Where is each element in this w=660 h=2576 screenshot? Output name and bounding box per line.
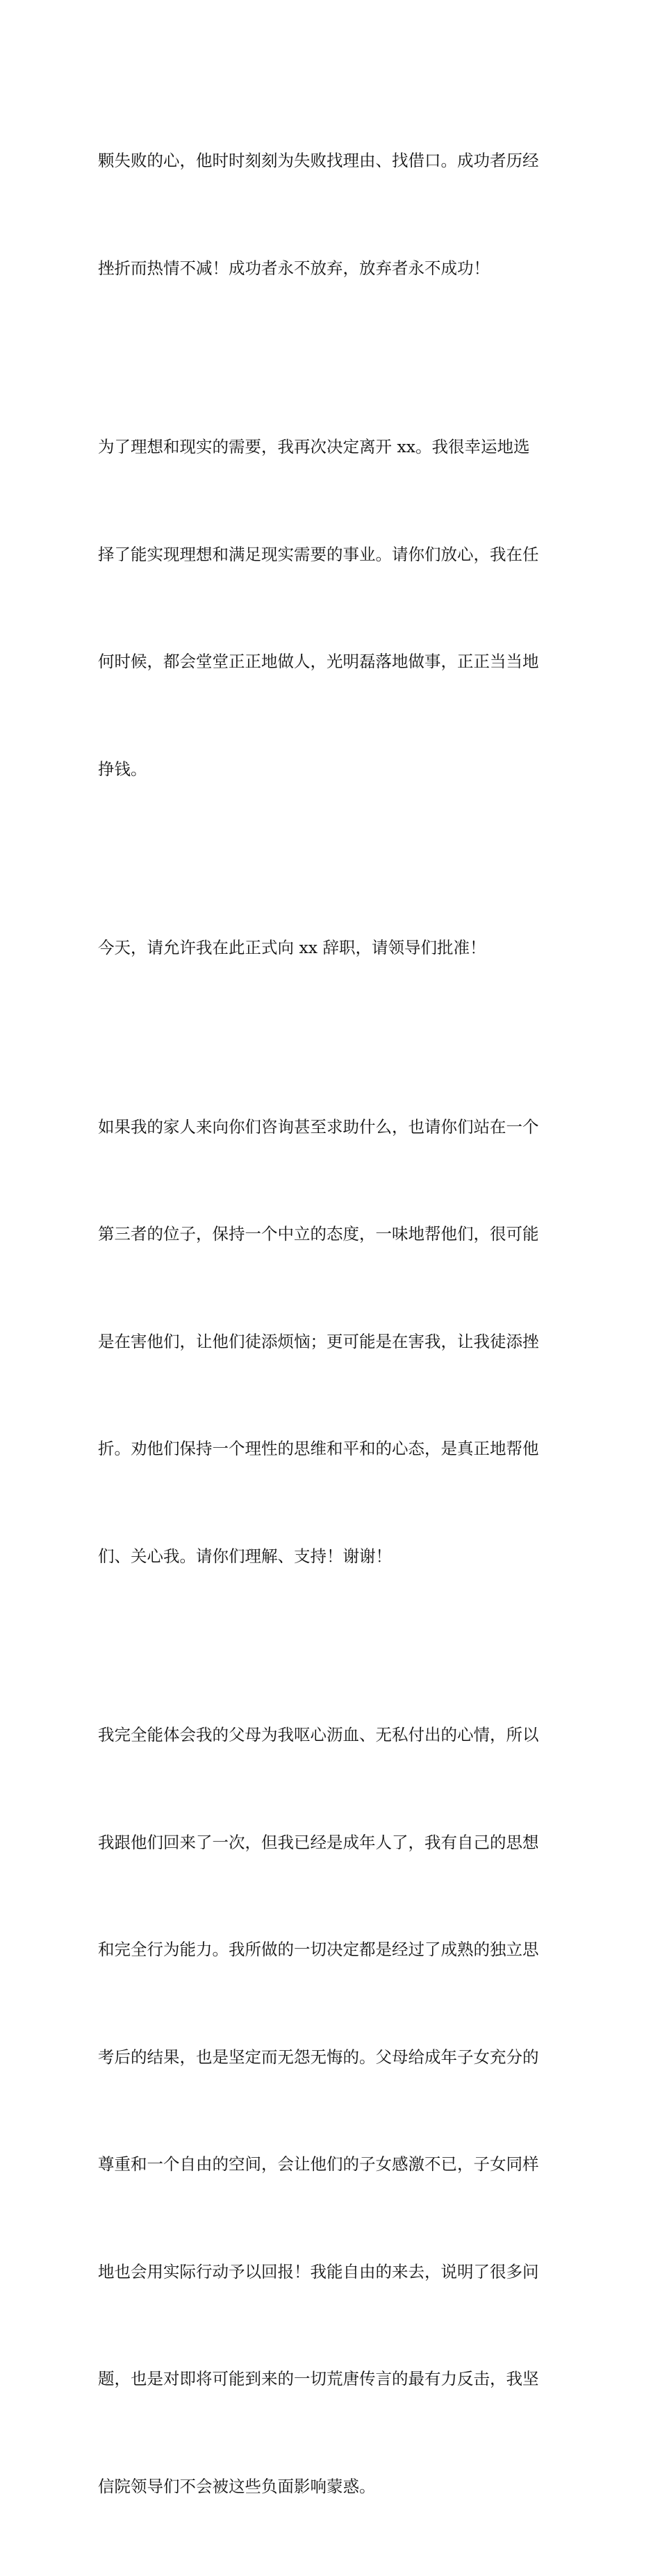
text-line: 考后的结果，也是坚定而无怨无悔的。父母给成年子女充分的 (98, 2047, 539, 2067)
text-line: 地也会用实际行动予以回报！我能自由的来去，说明了很多问 (98, 2261, 539, 2281)
text-line: 信院领导们不会被这些负面影响蒙惑。 (98, 2476, 376, 2496)
text-line: 颗失败的心，他时时刻刻为失败找理由、找借口。成功者历经 (98, 151, 539, 170)
paragraph-2 (98, 358, 577, 859)
text-line: 今天，请允许我在此正式向 xx 辞职，请领导们批准！ (98, 938, 486, 957)
paragraph-1 (98, 72, 577, 358)
text-line: 如果我的家人来向你们咨询甚至求助什么，也请你们站在一个 (98, 1116, 539, 1137)
text-line: 们、关心我。请你们理解、支持！谢谢！ (98, 1546, 392, 1566)
text-line: 我完全能体会我的父母为我呕心沥血、无私付出的心情，所以 (98, 1725, 539, 1744)
text-line: 和完全行为能力。我所做的一切决定都是经过了成熟的独立思 (98, 1940, 539, 1959)
text-line: 挣钱。 (98, 759, 147, 779)
paragraph-4 (98, 1038, 577, 1646)
text-line: 题，也是对即将可能到来的一切荒唐传言的最有力反击，我坚 (98, 2369, 539, 2388)
text-line: 挫折而热情不减！成功者永不放弃，放弃者永不成功！ (98, 258, 490, 278)
text-line: 第三者的位子，保持一个中立的态度，一味地帮他们，很可能 (98, 1224, 539, 1244)
text-line: 尊重和一个自由的空间，会让他们的子女感激不已，子女同样 (98, 2154, 539, 2174)
text-line: 为了理想和现实的需要，我再次决定离开 xx。我很幸运地选 (98, 437, 530, 456)
paragraph-5 (98, 1646, 577, 2576)
document-body (98, 72, 577, 2576)
paragraph-3 (98, 859, 577, 1038)
text-line: 是在害他们，让他们徒添烦恼；更可能是在害我，让我徒添挫 (98, 1331, 539, 1351)
text-line: 我跟他们回来了一次，但我已经是成年人了，我有自己的思想 (98, 1832, 539, 1852)
text-line: 折。劝他们保持一个理性的思维和平和的心态，是真正地帮他 (98, 1439, 539, 1458)
text-line: 择了能实现理想和满足现实需要的事业。请你们放心，我在任 (98, 544, 539, 564)
text-line: 何时候，都会堂堂正正地做人，光明磊落地做事，正正当当地 (98, 652, 539, 671)
